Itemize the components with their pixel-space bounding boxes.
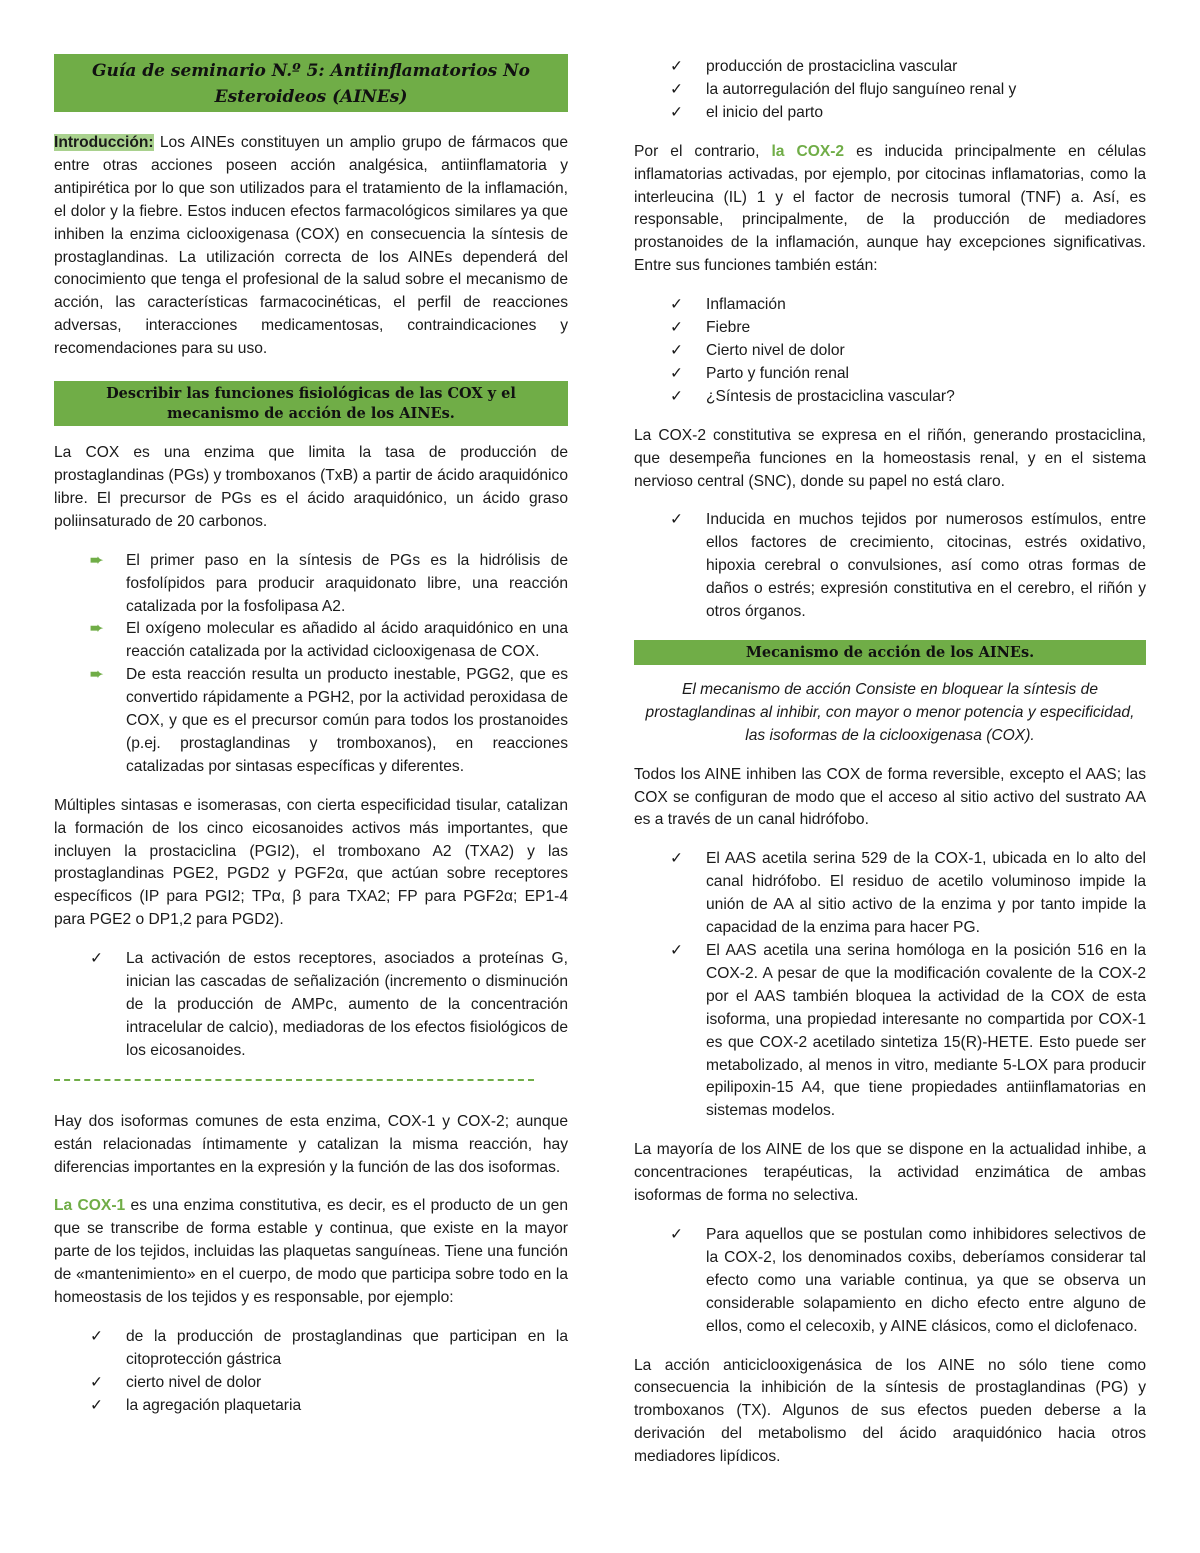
induced-tissues-list [634,509,1146,624]
list-item: ✓ Cierto nivel de dolor [634,340,1146,363]
checkmark-icon: ✓ [670,364,684,382]
aine-reversible-paragraph: Todos los AINE inhiben las COX de forma reversible, excepto el AAS; las COX se configuran de modo que el acceso al sitio activo del sustrato AA es a través de un canal hidrófobo. [634,765,1146,829]
right-column [634,56,1146,1469]
list-item: ✓ de la producción de prostaglandinas que participan en la citoprotección gástrica [90,1327,568,1368]
list-item: ✓ Inducida en muchos tejidos por numerosos estímulos, entre ellos factores de crecimiento, citocinas, estrés oxidativo, hipoxia cerebral o convulsiones, así como otras formas de daños o estrés; expresión constitutiva en el cerebro, el riñón y otros órganos. [670,511,1146,621]
checkmark-icon: ✓ [670,296,684,314]
list-item: ✓ la autorregulación del flujo sanguíneo renal y [634,79,1146,102]
list-item: ✓ ¿Síntesis de prostaciclina vascular? [634,386,1146,409]
list-item: ➨ El primer paso en la síntesis de PGs es la hidrólisis de fosfolípidos para producir araquidonato libre, una reacción catalizada por la fosfolipasa A2. [90,551,568,615]
cox2-constitutive-paragraph: La COX-2 constitutiva se expresa en el riñón, generando prostaciclina, que desempeña funciones en la homeostasis renal, y en el sistema nervioso central (SNC), donde su papel no está claro. [634,426,1146,490]
synthesis-steps-list [54,550,568,779]
cox1-functions-list [54,1326,568,1418]
checkmark-icon: ✓ [670,341,684,359]
cox-intro-paragraph: La COX es una enzima que limita la tasa de producción de prostaglandinas (PGs) y tromboxanos (TxB) a partir de ácido araquidónico libre. El precursor de PGs es el ácido araquidónico, un ácido graso poliinsaturado de 20 carbonos. [54,444,568,530]
list-item: ✓ el inicio del parto [634,102,1146,125]
checkmark-icon: ✓ [670,80,684,98]
right-arrow-icon: ➨ [90,666,104,684]
cox2-functions-list [634,294,1146,409]
left-column [54,54,568,1418]
mechanism-italic-paragraph: El mecanismo de acción Consiste en bloquear la síntesis de prostaglandinas al inhibir, con mayor o menor potencia y especificidad, las isoformas de la ciclooxigenasa (COX). [645,680,1135,744]
checkmark-icon: ✓ [670,103,684,121]
checkmark-icon: ✓ [670,319,684,337]
list-item: ✓ La activación de estos receptores, asociados a proteínas G, inician las cascadas de señalización (incremento o disminución de la producción de AMPc, aumento de la concentración intracelular de calcio), mediadoras de los efectos fisiológicos de los eicosanoides. [90,950,568,1059]
cox2-label: la COX-2 [771,142,845,160]
section-heading-mechanism: Mecanismo de acción de los AINEs. [634,640,1146,665]
list-item: ➨ El oxígeno molecular es añadido al ácido araquidónico en una reacción catalizada por la actividad ciclooxigenasa de COX. [90,620,568,661]
list-item: ✓ la agregación plaquetaria [54,1395,568,1418]
cox1-functions-continued-list [634,56,1146,125]
checkmark-icon: ✓ [670,58,684,75]
intro-text: Los AINEs constituyen un amplio grupo de fármacos que entre otras acciones poseen acción analgésica, antiinflamatoria y antipirética por lo que son utilizados para el tratamiento de la inflamación, el dolor y la fiebre. Estos inducen efectos farmacológicos similares ya que inhiben la enzima ciclooxigenasa (COX) en consecuencia la síntesis de prostaglandinas. La utilización correcta de los AINEs dependerá del conocimiento que tenga el profesional de la salud sobre el mecanismo de acción, las características farmacocinéticas, el perfil de reacciones adversas, interacciones medicamentosas, contraindicaciones y recomendaciones para su uso. [54,134,568,358]
receptors-list [54,948,568,1063]
list-item: ➨ De esta reacción resulta un producto inestable, PGG2, que es convertido rápidamente a PGH2, por la actividad peroxidasa de COX, y que es el precursor común para todos los prostanoides (p.ej. prostaglandinas y tromboxanos), en reacciones catalizadas por sintasas específicas y diferentes. [90,666,568,775]
checkmark-icon: ✓ [670,1225,684,1243]
checkmark-icon: ✓ [90,950,104,968]
list-item: ✓ El AAS acetila una serina homóloga en la posición 516 en la COX-2. A pesar de que la modificación covalente de la COX-2 por el AAS también bloquea la actividad de la COX de esta isoforma, una propiedad interesante no compartida por COX-1 es que COX-2 acetilado sintetiza 15(R)-HETE. Esto puede ser metabolizado, al menos in vitro, mediante 5-LOX para producir epilipoxin-15 A4, que tiene propiedades antiinflamatorias en sistemas modelos. [670,942,1146,1120]
checkmark-icon: ✓ [670,850,684,868]
list-item: ✓ producción de prostaciclina vascular [634,56,1146,79]
list-item: ✓ Fiebre [634,317,1146,340]
synthases-paragraph: Múltiples sintasas e isomerasas, con cierta especificidad tisular, catalizan la formación de los cinco eicosanoides activos más importantes, que incluyen la prostaciclina (PGI2), el tromboxano A2 (TXA2) y las prostaglandinas PGE2, PGD2 y PGF2α, que actúan sobre receptores específicos (IP para PGI2; TPα, β para TXA2; FP para PGF2α; EP1-4 para PGE2 o DP1,2 para PGD2). [54,796,568,929]
list-item: ✓ Inflamación [634,294,1146,317]
list-item: ✓ Para aquellos que se postulan como inhibidores selectivos de la COX-2, los denominados coxibs, deberíamos considerar tal efecto como una variable continua, ya que se observa un considerable solapamiento en dicho efecto entre alguno de ellos, como el celecoxib, y AINE clásicos, como el diclofenaco. [670,1225,1146,1335]
list-item: ✓ Parto y función renal [634,363,1146,386]
cox1-label: La COX-1 [54,1197,126,1215]
section-heading-functions: Describir las funciones fisiológicas de las COX y el mecanismo de acción de los AINEs. [54,381,568,426]
checkmark-icon: ✓ [90,1396,104,1414]
cox2-paragraph: Por el contrario, la COX-2 es inducida principalmente en células inflamatorias activadas, por ejemplo, por citocinas inflamatorias, como la interleucina (IL) 1 y el factor de necrosis tumoral (TNF) a. Así, es responsable, principalmente, de la producción de mediadores prostanoides de la inflamación, aunque hay excepciones significativas. Entre sus funciones también están: [634,142,1146,275]
cox1-paragraph: La COX-1 es una enzima constitutiva, es decir, es el producto de un gen que se transcribe de forma estable y continua, que existe en la mayor parte de los tejidos, incluidas las plaquetas sanguíneas. Tiene una función de «mantenimiento» en el cuerpo, de modo que participa sobre todo en la homeostasis de los tejidos y es responsable, por ejemplo: [54,1197,568,1307]
checkmark-icon: ✓ [670,942,684,959]
intro-paragraph [54,132,568,361]
intro-label: Introducción: [54,134,154,151]
right-arrow-icon: ➨ [90,551,104,569]
coxibs-list [634,1224,1146,1339]
list-item: ✓ cierto nivel de dolor [54,1372,568,1395]
aas-acetylation-list [634,848,1146,1123]
final-paragraph: La acción anticiclooxigenásica de los AINE no sólo tiene como consecuencia la inhibición de la síntesis de prostaglandinas (PG) y tromboxanos (TX). Algunos de sus efectos pueden deberse a la derivación del metabolismo del ácido araquidónico hacia otros mediadores lipídicos. [634,1356,1146,1466]
page-title: Guía de seminario N.º 5: Antiinflamatorios No Esteroideos (AINEs) [54,54,568,112]
nonselective-paragraph: La mayoría de los AINE de los que se dispone en la actualidad inhibe, a concentraciones terapéuticas, la actividad enzimática de ambas isoformas de forma no selectiva. [634,1141,1146,1205]
checkmark-icon: ✓ [90,1327,104,1345]
list-item: ✓ El AAS acetila serina 529 de la COX-1, ubicada en lo alto del canal hidrófobo. El residuo de acetilo voluminoso impide la unión de AA al sitio activo de la enzima y por tanto impide la capacidad de la enzima para hacer PG. [670,850,1146,937]
isoforms-paragraph: Hay dos isoformas comunes de esta enzima, COX-1 y COX-2; aunque están relacionadas íntimamente y catalizan la misma reacción, hay diferencias importantes en la expresión y la función de las dos isoformas. [54,1112,568,1176]
checkmark-icon: ✓ [670,387,684,405]
checkmark-icon: ✓ [670,511,684,529]
checkmark-icon: ✓ [90,1373,104,1391]
right-arrow-icon: ➨ [90,620,104,638]
